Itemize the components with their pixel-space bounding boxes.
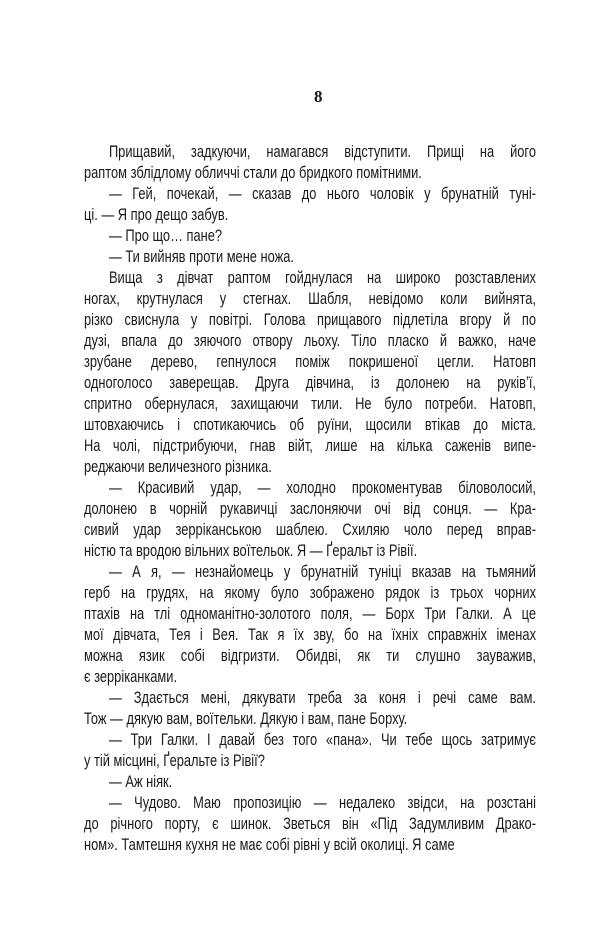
text-line: дузі, впала до зяючого отвору льоху. Тіло пласко й важко, наче [84, 332, 536, 350]
text-line: — Гей, почекай, — сказав до нього чоловік у брунатній туні- [108, 185, 536, 203]
paragraph [84, 793, 536, 856]
text-line: мої дівчата, Тея і Вея. Так я їх зву, бо на їхніх справжніх іменах [84, 626, 536, 644]
text-line: — Аж ніяк. [108, 773, 173, 791]
text-line: ністю та вродою вільних воїтельок. Я — Ґеральт із Рівії. [84, 542, 418, 560]
text-line: — Красивий удар, — холодно прокоментував біловолосий, [108, 479, 536, 497]
text-line: у тій місцині, Ґеральте із Рівії? [84, 752, 265, 770]
text-line: Вища з дівчат раптом гойднулася на широко розставлених [108, 269, 536, 287]
paragraph [84, 226, 536, 247]
text-line: Прищавий, задкуючи, намагався відступити. Прищі на його [108, 143, 536, 161]
text-line: герб на грудях, на якому було зображено рядок із трьох чорних [84, 584, 536, 602]
text-line: можна язик собі відгризти. Обидві, як ти слушно зауважив, [84, 647, 536, 665]
text-line: спритно обернулася, захищаючи тили. Не було потреби. Натовп, [84, 395, 536, 413]
paragraph [84, 184, 536, 226]
text-line: різко свиснула у повітрі. Голова прищавого підлетіла вгору й по [84, 311, 536, 329]
text-line: — Три Галки. І давай без того «пана». Чи тебе щось затримує [108, 731, 536, 749]
page-text [84, 142, 536, 856]
paragraph [84, 688, 536, 730]
paragraph [84, 562, 536, 688]
text-line: — Ти вийняв проти мене ножа. [108, 248, 294, 266]
text-line: ном». Тамтешня кухня не має собі рівні у всій околиці. Я саме [84, 836, 455, 854]
text-line: є зерріканками. [84, 668, 178, 686]
text-line: — Чудово. Маю пропозицію — недалеко звідси, на розстані [108, 794, 536, 812]
text-line: ці. — Я про дещо забув. [84, 206, 229, 224]
text-line: сивий удар зерріканською шаблею. Схиляю чоло перед вправ- [84, 521, 536, 539]
text-line: Тож — дякую вам, воїтельки. Дякую і вам, пане Борху. [84, 710, 408, 728]
text-line: — Про що… пане? [108, 227, 223, 245]
paragraph [84, 142, 536, 184]
text-line: штовхаючись і спотикаючись об руїни, щосили втікав до міста. [84, 416, 536, 434]
text-line: реджаючи величезного різника. [84, 458, 272, 476]
text-line: до річного порту, є шинок. Зветься він «Під Задумливим Драко- [84, 815, 536, 833]
page-number: 8 [314, 87, 323, 106]
text-line: долонею в чорній рукавичці заслоняючи очі від сонця. — Кра- [84, 500, 536, 518]
paragraph [84, 730, 536, 772]
text-line: зрубане дерево, гепнулося поміж покришеної цегли. Натовп [84, 353, 536, 371]
text-line: На чолі, підстрибуючи, гнав війт, лише на кілька саженів випе- [84, 437, 536, 455]
text-line: одноголосо заверещав. Друга дівчина, із долонею на руків’ї, [84, 374, 536, 392]
text-line: — Здається мені, дякувати треба за коня і речі саме вам. [108, 689, 536, 707]
text-line: ногах, крутнулася у стегнах. Шабля, невідомо коли вийнята, [84, 290, 536, 308]
text-line: раптом зблідлому обличчі стали до бридкого помітними. [84, 164, 422, 182]
paragraph [84, 772, 536, 793]
text-line: птахів на тлі одноманітно-золотого поля, — Борх Три Галки. А це [84, 605, 536, 623]
text-line: — А я, — незнайомець у брунатній туніці вказав на тьмяний [108, 563, 536, 581]
paragraph [84, 478, 536, 562]
paragraph [84, 247, 536, 268]
paragraph [84, 268, 536, 478]
